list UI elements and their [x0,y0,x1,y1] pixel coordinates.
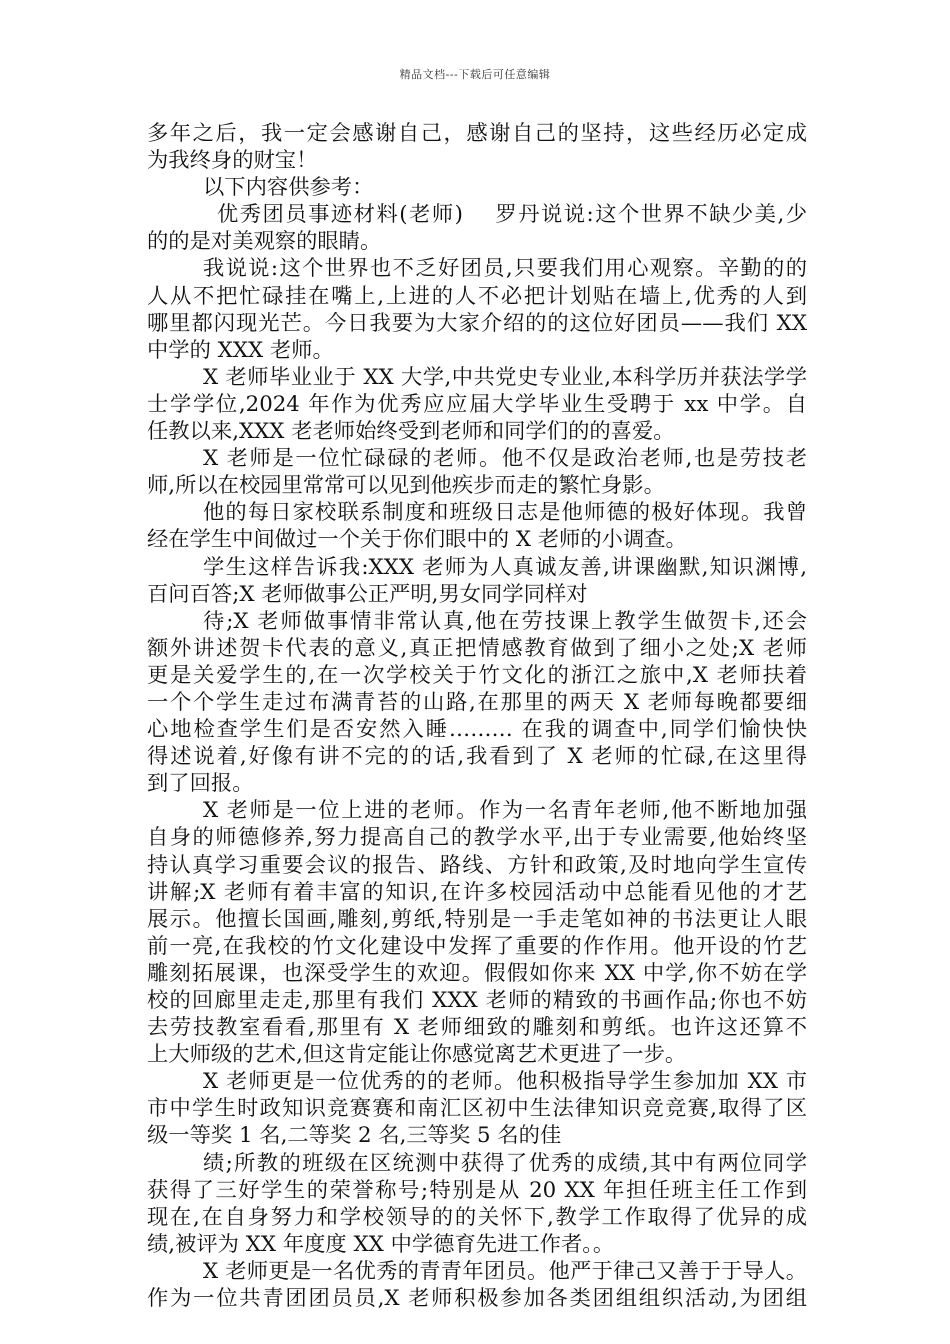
text-line: 中学的 XXX 老师。 [147,337,334,363]
text-line: 自身的师德修养,努力提高自己的教学水平,出于专业需要,他始终坚 [147,825,807,851]
text-line: 人从不把忙碌挂在嘴上,上进的人不必把计划贴在墙上,优秀的人到 [147,283,807,309]
text-line: 前一亮,在我校的竹文化建设中发挥了重要的作作用。他开设的竹艺 [147,933,807,959]
text-line: 获得了三好学生的荣誉称号;特别是从 20 XX 年担任班主任工作到 [147,1177,807,1203]
text-line: 任教以来,XXX 老老师始终受到老师和同学们的的喜爱。 [147,419,675,445]
text-line: 展示。他擅长国画,雕刻,剪纸,特别是一手走笔如神的书法更让人眼 [147,906,807,932]
text-line: 为我终身的财宝！ [147,148,318,174]
text-line: 校的回廊里走走,那里有我们 XXX 老师的精致的书画作品;你也不妨 [147,988,807,1013]
text-line: 待;X 老师做事情非常认真,他在劳技课上教学生做贺卡,还会 [203,608,807,634]
text-line: 我说说:这个世界也不乏好团员,只要我们用心观察。辛勤的的 [203,256,807,282]
text-line: 去劳技教室看看,那里有 X 老师细致的雕刻和剪纸。也许这还算不 [147,1015,807,1041]
text-line: X 老师更是一位优秀的的老师。他积极指导学生参加加 XX 市 [203,1069,807,1095]
text-line: X 老师更是一名优秀的青青年团员。他严于律己又善于于导人。 [203,1258,807,1284]
page-header: 精品文档---下载后可任意编辑 [399,68,551,81]
text-line: 作为一位共青团团员员,X 老师积极参加各类团组组织活动,为团组 [147,1286,807,1312]
text-line: 以下内容供参考： [203,175,374,201]
text-line: 的的是对美观察的眼睛。 [147,229,382,255]
text-line: 持认真学习重要会议的报告、路线、方针和政策,及时地向学生宣传 [147,852,807,878]
text-line: 现在,在自身努力和学校领导的的关怀下,教学工作取得了优异的成 [147,1204,807,1230]
text-line: 哪里都闪现光芒。今日我要为大家介绍的的这位好团员——我们 XX [147,310,807,336]
text-line: 他的每日家校联系制度和班级日志是他师德的极好体现。我曾 [203,500,807,526]
text-line: 绩;所教的班级在区统测中获得了优秀的成绩,其中有两位同学 [203,1150,807,1176]
text-line: 一个个学生走过布满青苔的山路,在那里的两天 X 老师每晚都要细 [147,689,807,715]
text-line: 多年之后，我一定会感谢自己，感谢自己的坚持，这些经历必定成 [147,121,807,146]
text-line: X 老师是一位上进的老师。作为一名青年老师,他不断地加强 [203,798,807,824]
text-line: 士学学位,2024 年作为优秀应应届大学毕业生受聘于 xx 中学。自 [147,391,807,417]
text-line: 百问百答;X 老师做事公正严明,男女同学同样对 [147,581,588,607]
text-line: 优秀团员事迹材料(老师) 罗丹说说:这个世界不缺少美,少 [217,202,807,228]
text-line: 上大师级的艺术,但这肯定能让你感觉离艺术更进了一步。 [147,1042,687,1068]
text-line: 绩,被评为 XX 年度度 XX 中学德育先进工作者。。 [147,1231,615,1257]
text-line: 雕刻拓展课，也深受学生的欢迎。假假如你来 XX 中学,你不妨在学 [147,960,807,986]
text-line: X 老师是一位忙碌碌的老师。他不仅是政治老师,也是劳技老 [203,446,807,472]
text-line: 学生这样告诉我:XXX 老师为人真诚友善,讲课幽默,知识渊博, [203,554,807,580]
text-line: 市中学生时政知识竞赛赛和南汇区初中生法律知识竞竞赛,取得了区 [147,1096,807,1122]
text-line: 得述说着,好像有讲不完的的话,我看到了 X 老师的忙碌,在这里得 [147,744,807,770]
text-line: X 老师毕业业于 XX 大学,中共党史专业业,本科学历并获法学学 [203,364,807,390]
text-line: 更是关爱学生的,在一次学校关于竹文化的浙江之旅中,X 老师扶着 [147,662,807,688]
text-line: 级一等奖 1 名,二等奖 2 名,三等奖 5 名的佳 [147,1123,562,1149]
text-line: 到了回报。 [147,771,254,797]
text-line: 经在学生中间做过一个关于你们眼中的 X 老师的小调查。 [147,527,687,553]
text-line: 师,所以在校园里常常可以见到他疾步而走的繁忙身影。 [147,473,665,499]
text-line: 讲解;X 老师有着丰富的知识,在许多校园活动中总能看见他的才艺 [147,879,807,905]
text-line: 心地检查学生们是否安然入睡……… 在我的调查中,同学们愉快快 [147,717,807,743]
document-body [147,120,807,1312]
text-line: 额外讲述贺卡代表的意义,真正把情感教育做到了细小之处;X 老师 [147,635,807,661]
